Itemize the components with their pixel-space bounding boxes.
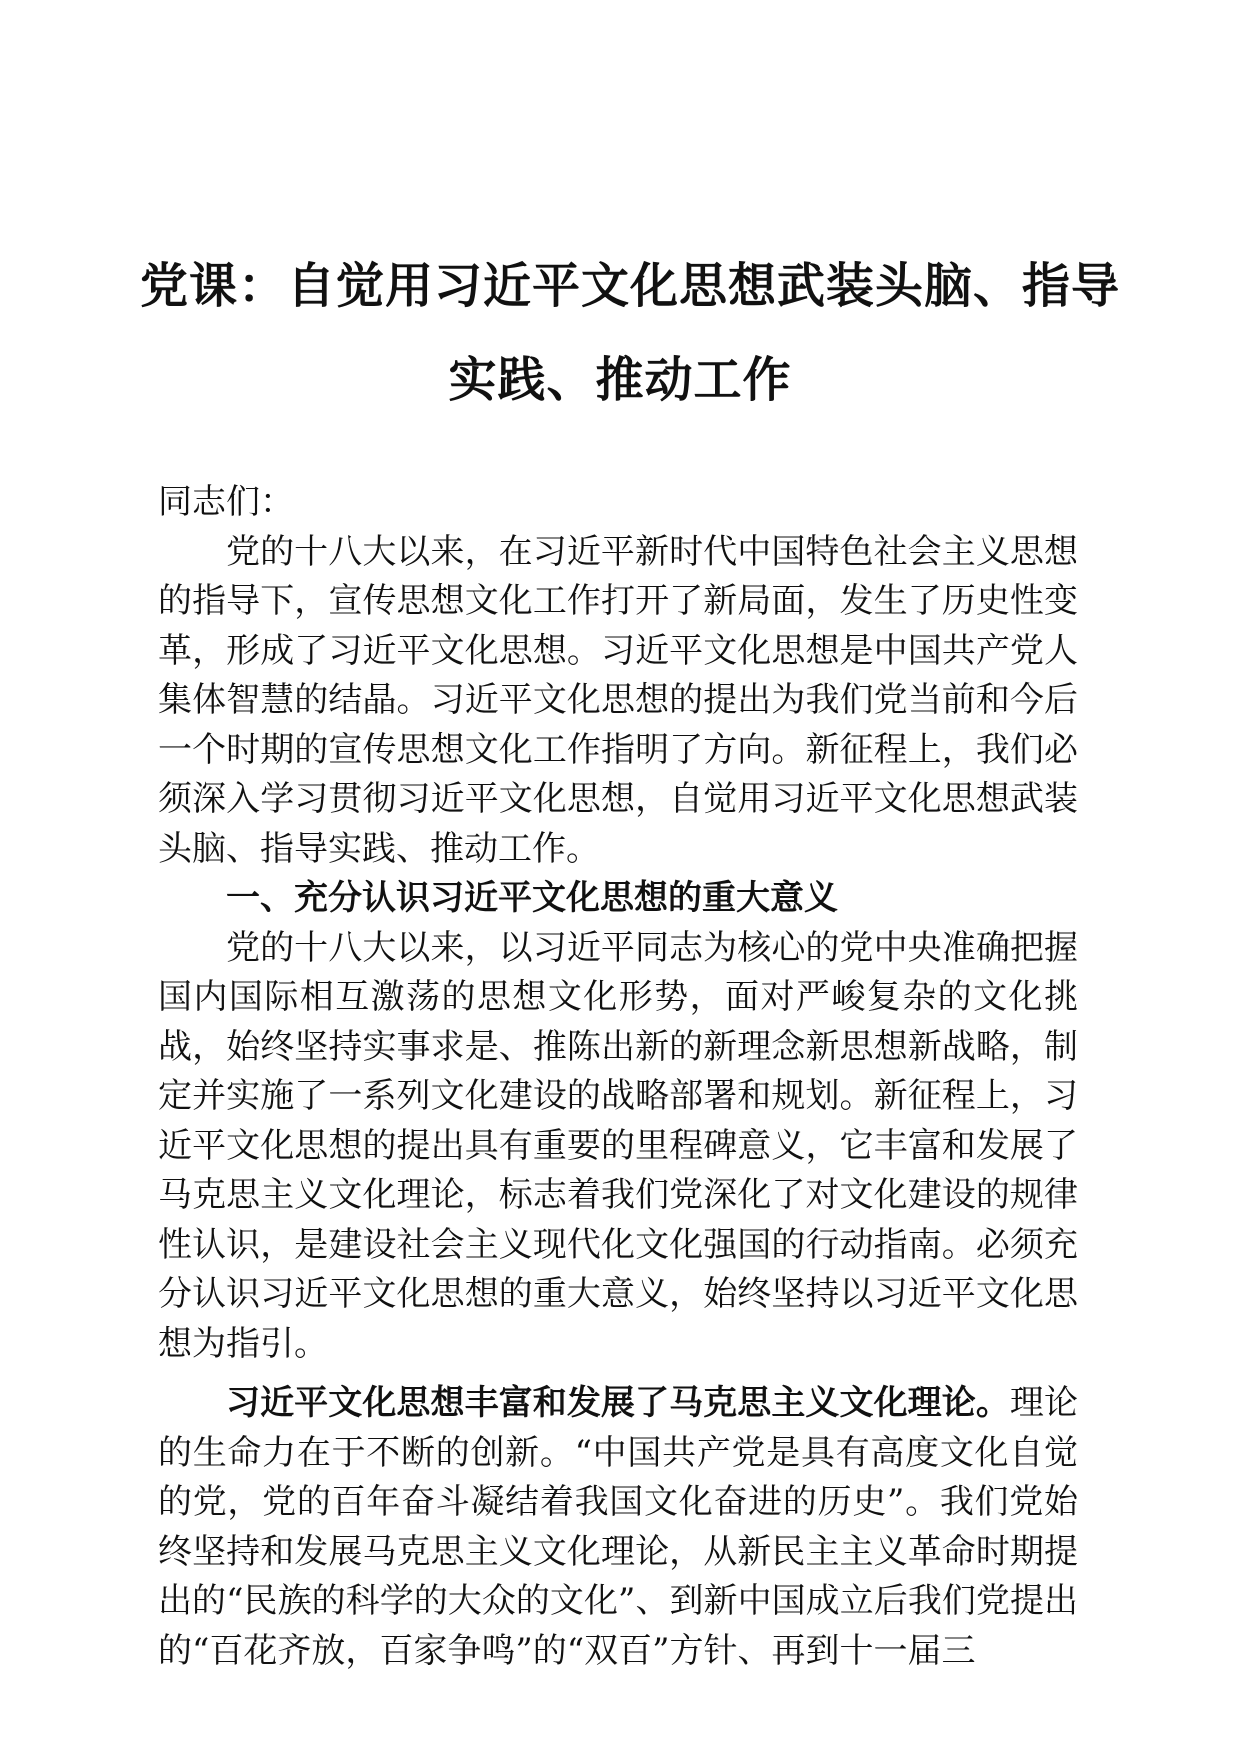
section-heading-1: 一、充分认识习近平文化思想的重大意义 bbox=[226, 878, 838, 918]
document-title-line-1: 党课：自觉用习近平文化思想武装头脑、指导 bbox=[140, 258, 1121, 314]
point-1-paragraph bbox=[158, 1379, 1078, 1676]
document-title-line-2: 实践、推动工作 bbox=[448, 352, 792, 408]
document-body bbox=[158, 478, 1078, 1676]
section-1-paragraph: 党的十八大以来，以习近平同志为核心的党中央准确把握国内国际相互激荡的思想文化形势，面对严峻复杂的文化挑战，始终坚持实事求是、推陈出新的新理念新思想新战略，制定并实施了一系列文化建设的战略部署和规划。新征程上，习近平文化思想的提出具有重要的里程碑意义，它丰富和发展了马克思主义文化理论，标志着我们党深化了对文化建设的规律性认识，是建设社会主义现代化文化强国的行动指南。必须充分认识习近平文化思想的重大意义，始终坚持以习近平文化思想为指引。 bbox=[158, 927, 1078, 1364]
point-1-text: 理论的生命力在于不断的创新。“中国共产党是具有高度文化自觉的党，党的百年奋斗凝结着我国文化奋进的历史”。我们党始终坚持和发展马克思主义文化理论，从新民主主义革命时期提出的“民族的科学的大众的文化”、到新中国成立后我们党提出的“百花齐放，百家争鸣”的“双百”方针、再到十一届三 bbox=[158, 1383, 1079, 1671]
point-1-lead: 习近平文化思想丰富和发展了马克思主义文化理论。 bbox=[226, 1383, 1010, 1423]
salutation: 同志们： bbox=[158, 482, 294, 522]
intro-paragraph: 党的十八大以来，在习近平新时代中国特色社会主义思想的指导下，宣传思想文化工作打开了新局面，发生了历史性变革，形成了习近平文化思想。习近平文化思想是中国共产党人集体智慧的结晶。习近平文化思想的提出为我们党当前和今后一个时期的宣传思想文化工作指明了方向。新征程上，我们必须深入学习贯彻习近平文化思想，自觉用习近平文化思想武装头脑、指导实践、推动工作。 bbox=[158, 531, 1078, 869]
